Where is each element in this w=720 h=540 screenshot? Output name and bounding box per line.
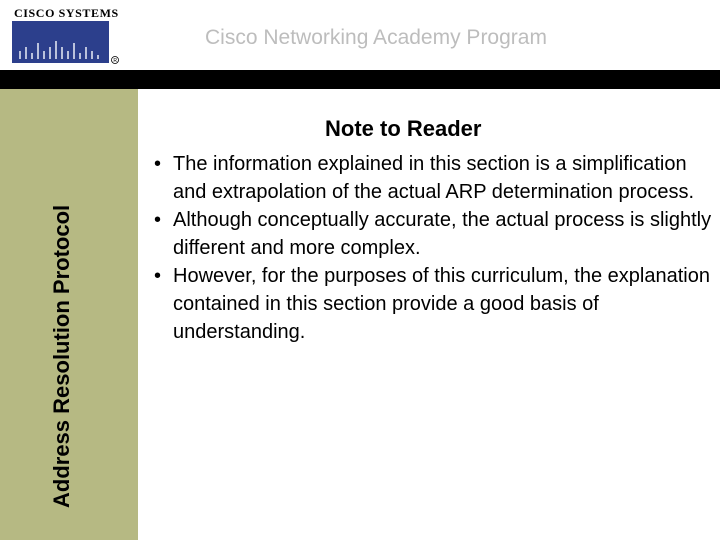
bullet-item xyxy=(148,206,713,262)
bullet-text: The information explained in this section is a simplification and extrapolation of the actual ARP determination process. xyxy=(173,153,695,203)
bullet-text: However, for the purposes of this curriculum, the explanation contained in this section provide a good basis of understanding. xyxy=(173,265,710,343)
sidebar-section-label: Address Resolution Protocol xyxy=(49,204,74,508)
bullet-item xyxy=(148,150,713,206)
header-divider-bar xyxy=(0,70,720,89)
bullet-item xyxy=(148,262,713,346)
cisco-logo-text: CISCO SYSTEMS xyxy=(14,6,119,20)
svg-text:R: R xyxy=(113,58,118,64)
bullet-dot-icon: • xyxy=(154,209,162,231)
bullet-text: Although conceptually accurate, the actual process is slightly different and more complex. xyxy=(173,209,712,259)
cisco-bridge-icon xyxy=(12,21,122,66)
bullet-dot-icon: • xyxy=(154,153,162,175)
header-title: Cisco Networking Academy Program xyxy=(205,26,547,49)
bullet-dot-icon: • xyxy=(154,265,162,287)
cisco-logo xyxy=(12,6,122,64)
bullet-list xyxy=(148,150,713,346)
slide-title: Note to Reader xyxy=(325,116,482,141)
